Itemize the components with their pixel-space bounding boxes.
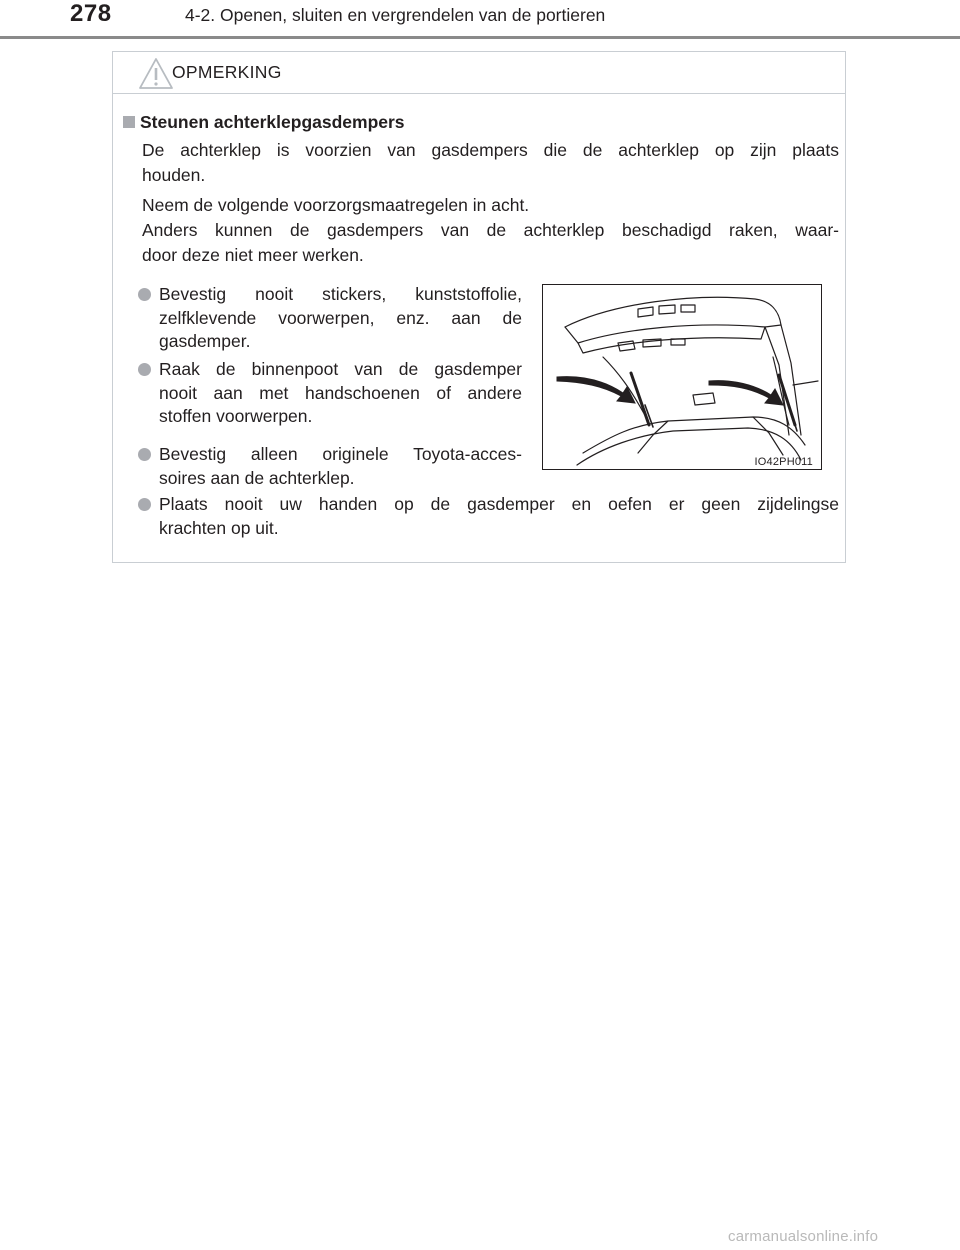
page-number: 278 [70, 0, 112, 27]
text-line: zelfklevende voorwerpen, enz. aan de [159, 307, 522, 328]
bullet-item [159, 443, 522, 490]
sub-heading [123, 112, 405, 133]
text-line: Plaats nooit uw handen op de gasdemper en oefen er geen zijdelingse [159, 494, 839, 514]
notice-title: OPMERKING [172, 62, 282, 82]
tailgate-illustration [542, 284, 822, 470]
round-bullet-icon [138, 288, 151, 301]
round-bullet-icon [138, 363, 151, 376]
text-line: stoffen voorwerpen. [159, 406, 313, 426]
text-line: houden. [142, 165, 206, 185]
text-line: Neem de volgende voorzorgsmaatregelen in acht. [142, 195, 530, 215]
bullet-item [159, 358, 522, 429]
paragraph-precautions [142, 193, 839, 268]
paragraph-gas-struts [142, 138, 839, 188]
notice-box [112, 51, 846, 563]
round-bullet-icon [138, 498, 151, 511]
square-bullet-icon [123, 116, 135, 128]
round-bullet-icon [138, 448, 151, 461]
page-header [0, 0, 960, 40]
section-title: 4-2. Openen, sluiten en vergrendelen van de portieren [185, 5, 606, 25]
figure-code: IO42PH011 [754, 456, 813, 468]
text-line: soires aan de achterklep. [159, 467, 355, 488]
text-line: gasdemper. [159, 331, 251, 351]
watermark-text: carmanualsonline.info [728, 1228, 879, 1245]
text-line: Anders kunnen de gasdempers van de achterklep beschadigd raken, waar- [142, 220, 839, 240]
bullet-item [159, 493, 839, 540]
bullet-item [159, 283, 522, 354]
text-line: Raak de binnenpoot van de gasdemper [159, 359, 522, 379]
text-line: De achterklep is voorzien van gasdempers die de achterklep op zijn plaats [142, 140, 839, 160]
tailgate-gas-strut-drawing [543, 285, 820, 468]
text-line: nooit aan met handschoenen of andere [159, 382, 522, 403]
text-line: Bevestig nooit stickers, kunststoffolie, [159, 284, 522, 304]
warning-triangle-icon [138, 57, 174, 90]
text-line: Bevestig alleen originele Toyota-acces- [159, 444, 522, 464]
notice-header [113, 52, 845, 94]
header-divider [0, 36, 960, 39]
text-line: door deze niet meer werken. [142, 245, 364, 265]
text-line: krachten op uit. [159, 517, 279, 538]
sub-heading-text: Steunen achterklepgasdempers [140, 112, 405, 132]
